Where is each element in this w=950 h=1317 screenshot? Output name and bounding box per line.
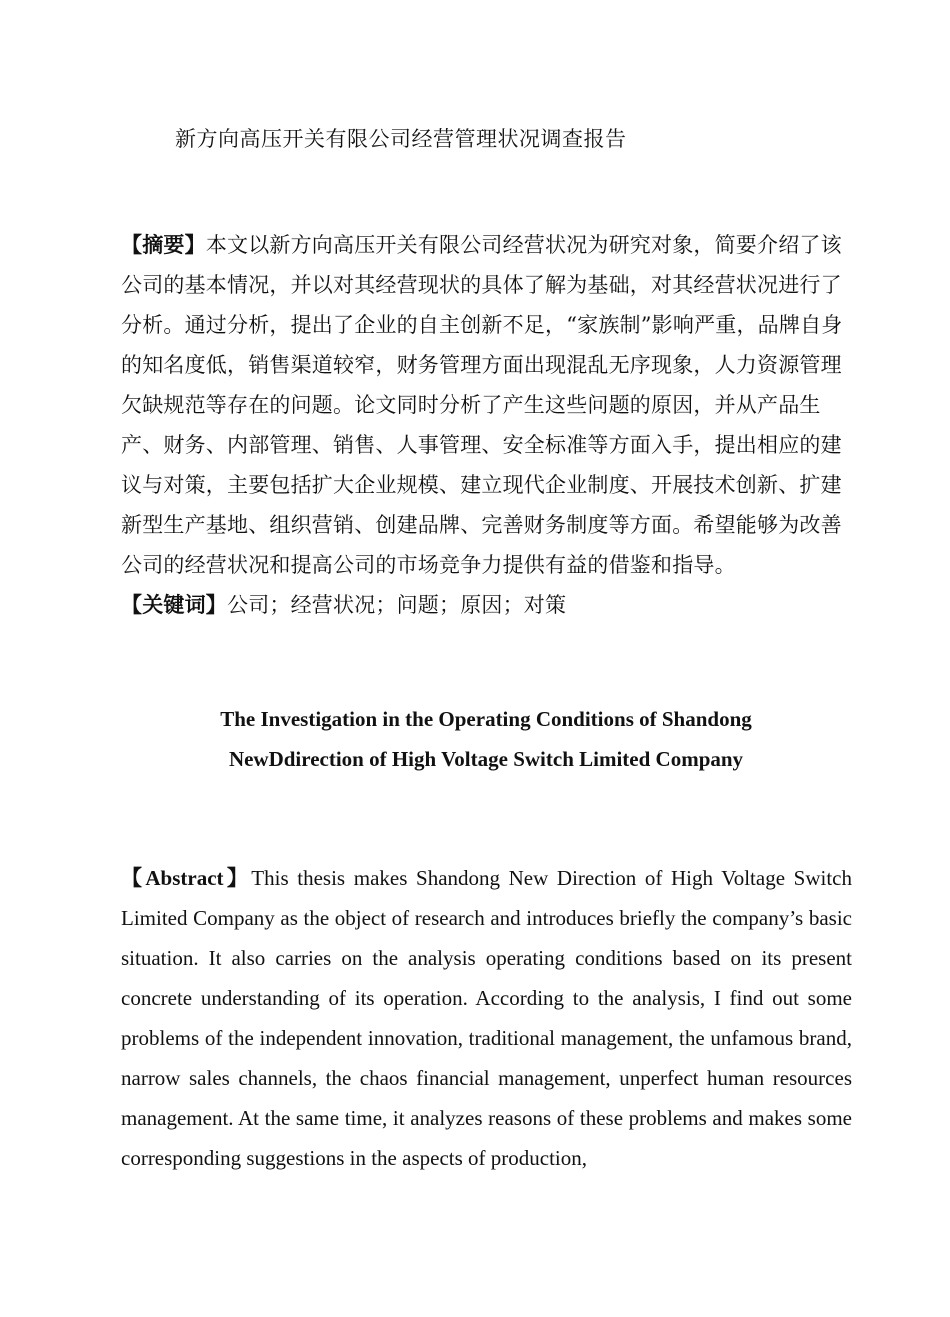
english-abstract-section	[121, 858, 852, 1178]
english-abstract-label: 【Abstract】	[121, 866, 252, 890]
chinese-title: 新方向高压开关有限公司经营管理状况调查报告	[175, 127, 627, 151]
chinese-abstract-label: 【摘要】	[121, 232, 206, 257]
chinese-keywords-text: 公司；经营状况；问题；原因；对策	[227, 593, 567, 617]
english-title	[121, 699, 851, 779]
english-title-line-1: The Investigation in the Operating Conditions of Shandong	[220, 707, 752, 731]
english-abstract-text: This thesis makes Shandong New Direction of High Voltage Switch Limited Company as the object of research and introduces briefly the company’s basic situation. It also carries on the analysis operating conditions based on its present concrete understanding of its operation. According to the analysis, I find out some problems of the independent innovation, traditional management, the unfamous brand, narrow sales channels, the chaos financial management, unperfect human resources management. At the same time, it analyzes reasons of these problems and makes some corresponding suggestions in the aspects of production,	[121, 866, 852, 1170]
chinese-abstract-text: 本文以新方向高压开关有限公司经营状况为研究对象，简要介绍了该公司的基本情况，并以对其经营现状的具体了解为基础，对其经营状况进行了分析。通过分析，提出了企业的自主创新不足，“家族制”影响严重，品牌自身的知名度低，销售渠道较窄，财务管理方面出现混乱无序现象，人力资源管理欠缺规范等存在的问题。论文同时分析了产生这些问题的原因，并从产品生产、财务、内部管理、销售、人事管理、安全标准等方面入手，提出相应的建议与对策，主要包括扩大企业规模、建立现代企业制度、开展技术创新、扩建新型生产基地、组织营销、创建品牌、完善财务制度等方面。希望能够为改善公司的经营状况和提高公司的市场竞争力提供有益的借鉴和指导。	[121, 233, 843, 577]
chinese-abstract	[121, 225, 856, 585]
english-abstract	[121, 858, 852, 1178]
chinese-keywords	[121, 585, 856, 625]
chinese-abstract-section	[121, 225, 856, 625]
chinese-keywords-label: 【关键词】	[121, 592, 227, 617]
english-title-line-2: NewDdirection of High Voltage Switch Limited Company	[228, 747, 744, 771]
